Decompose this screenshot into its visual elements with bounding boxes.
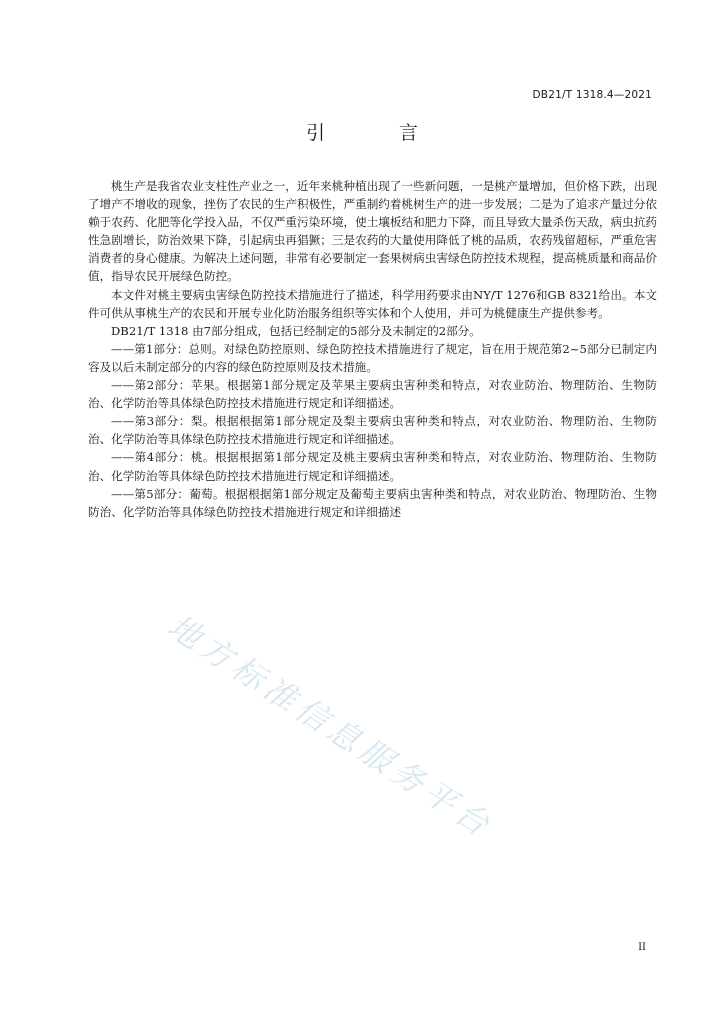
list-item-part-4: ——第4部分：桃。根据根据第1部分规定及桃主要病虫害种类和特点，对农业防治、物理防治、生物防治、化学防治等具体绿色防控技术措施进行规定和详细描述。 — [88, 450, 657, 483]
page-title: 引 言 — [305, 122, 453, 144]
list-item-part-2: ——第2部分：苹果。根据第1部分规定及苹果主要病虫害种类和特点，对农业防治、物理防治、生物防治、化学防治等具体绿色防控技术措施进行规定和详细描述。 — [88, 378, 657, 411]
paragraph-intro: 桃生产是我省农业支柱性产业之一，近年来桃种植出现了一些新问题，一是桃产量增加，但价格下跌，出现了增产不增收的现象，挫伤了农民的生产积极性，严重制约着桃树生产的进一步发展；二是为了追求产量过分依赖于农药、化肥等化学投入品，不仅严重污染环境，使土壤板结和肥力下降，而且导致大量杀伤天敌，病虫抗药性急剧增长，防治效果下降，引起病虫再猖獗；三是农药的大量使用降低了桃的品质，农药残留超标，严重危害消费者的身心健康。为解决上述问题，非常有必要制定一套果树病虫害绿色防控技术规程，提高桃质量和商品价值，指导农民开展绿色防控。 — [88, 179, 657, 284]
list-item-part-3: ——第3部分：梨。根据根据第1部分规定及梨主要病虫害种类和特点，对农业防治、物理防治、生物防治、化学防治等具体绿色防控技术措施进行规定和详细描述。 — [88, 414, 657, 447]
document-code: DB21/T 1318.4—2021 — [532, 89, 652, 101]
page-number: II — [638, 942, 646, 953]
list-item-part-1: ——第1部分：总则。对绿色防控原则、绿色防控技术措施进行了规定，旨在用于规范第2~5部分已制定内容及以后未制定部分的内容的绿色防控原则及技术措施。 — [88, 341, 657, 374]
document-body — [88, 177, 657, 521]
watermark: 地方标准信息服务平台 — [161, 607, 501, 846]
paragraph-structure: DB21/T 1318 由7部分组成，包括已经制定的5部分及未制定的2部分。 — [111, 323, 481, 338]
list-item-part-5: ——第5部分：葡萄。根据根据第1部分规定及葡萄主要病虫害种类和特点，对农业防治、物理防治、生物防治、化学防治等具体绿色防控技术措施进行规定和详细描述 — [88, 486, 657, 519]
paragraph-scope: 本文件对桃主要病虫害绿色防控技术措施进行了描述，科学用药要求由NY/T 1276和GB 8321给出。本文件可供从事桃生产的农民和开展专业化防治服务组织等实体和个人使用，并可为桃健康生产提供参考。 — [88, 287, 657, 320]
